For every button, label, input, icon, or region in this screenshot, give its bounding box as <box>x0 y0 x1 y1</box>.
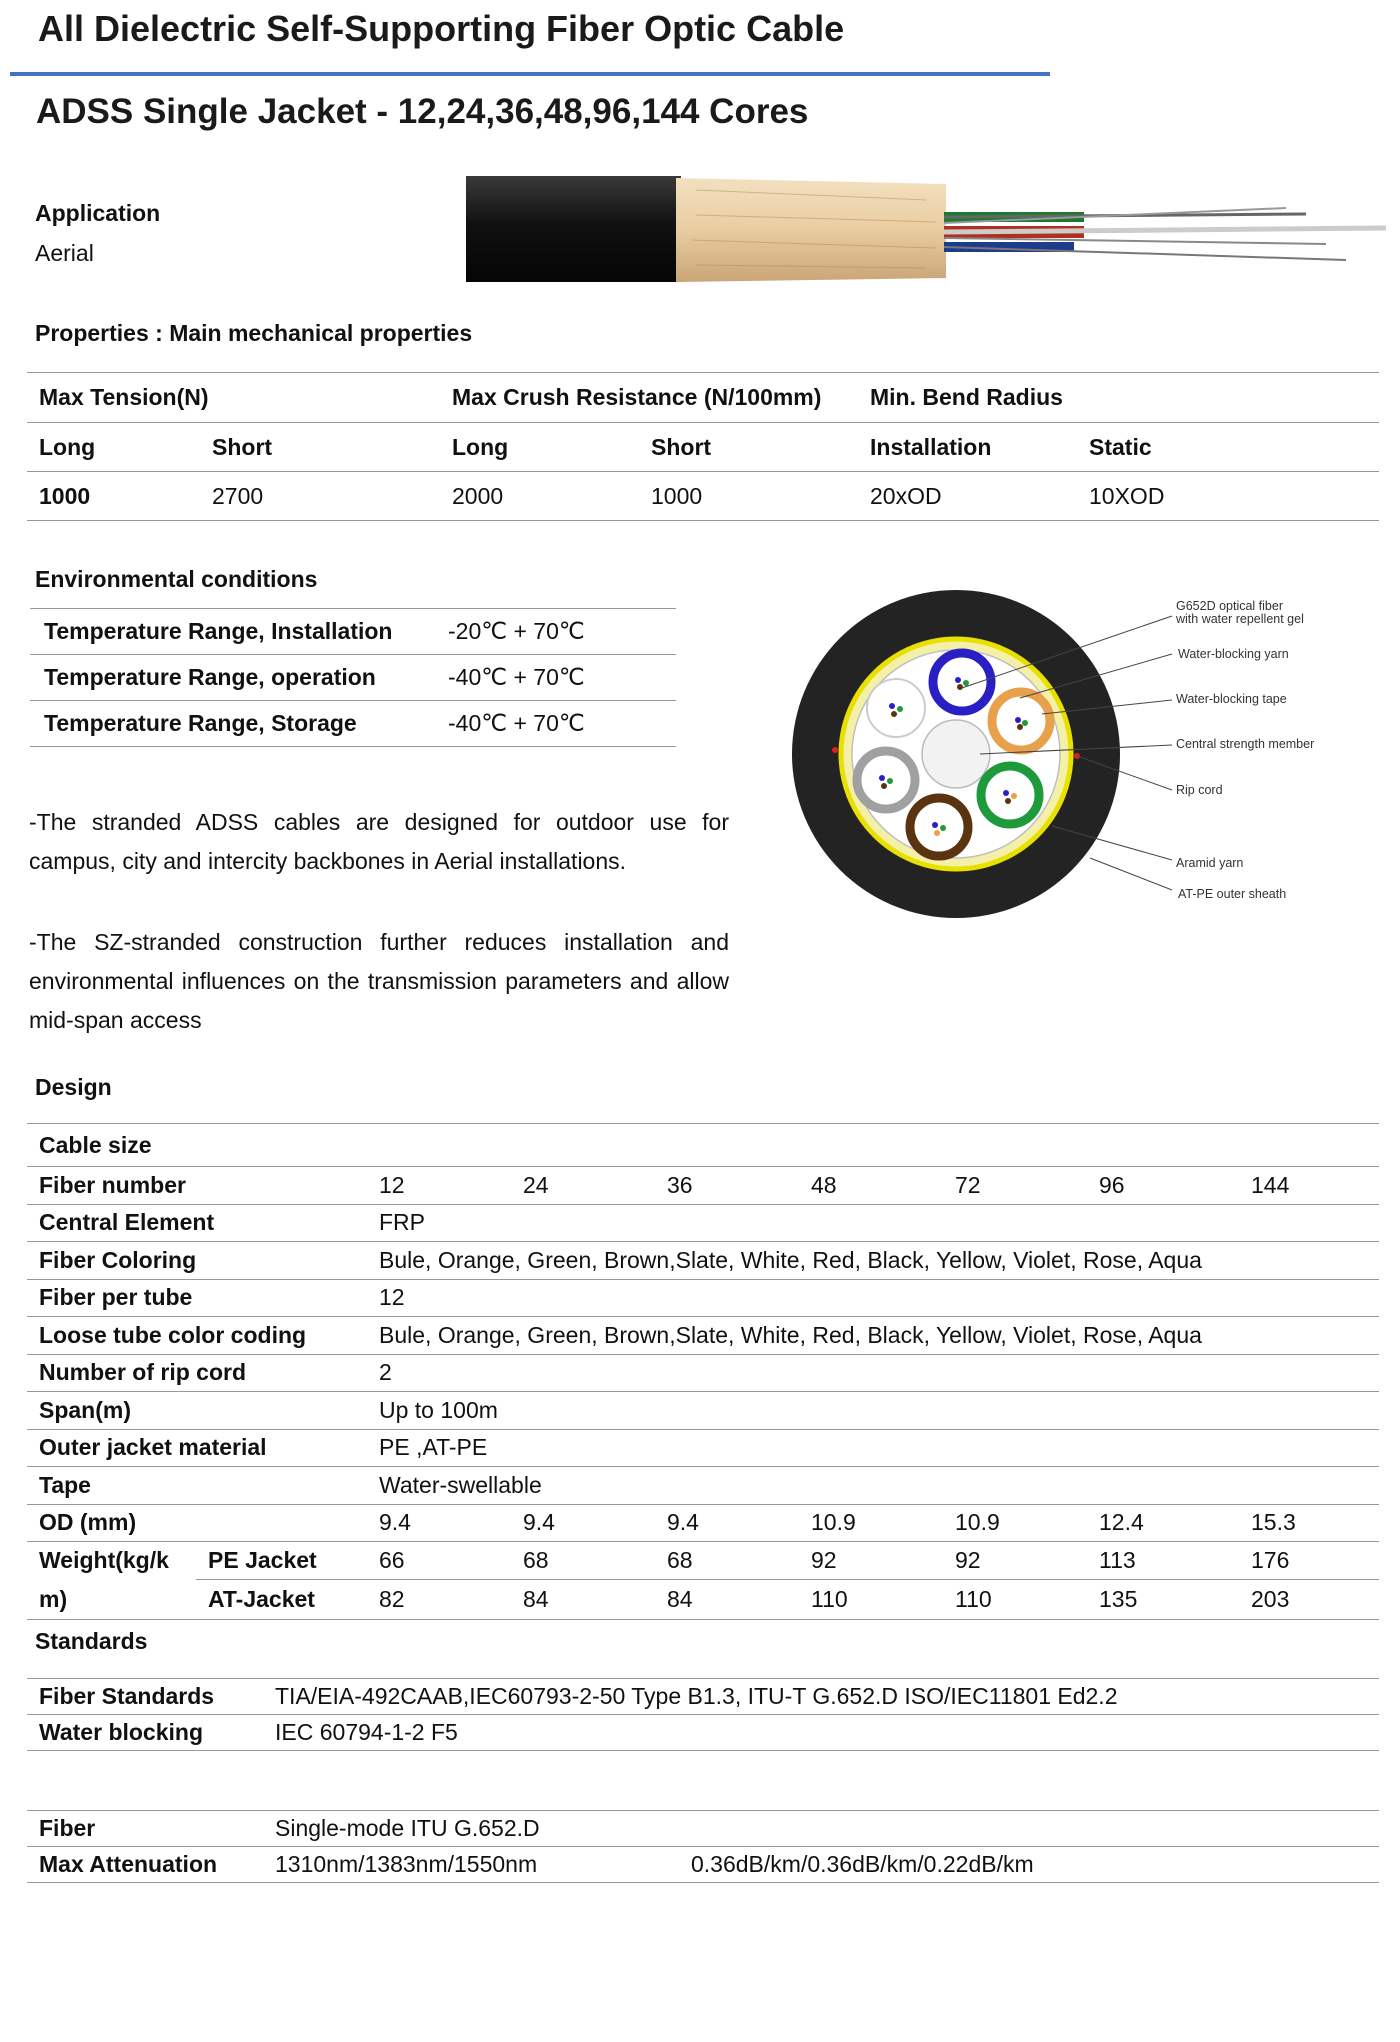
tape-label: Tape <box>39 1471 91 1498</box>
loose-tube-value: Bule, Orange, Green, Brown,Slate, White, Red, Black, Yellow, Violet, Rose, Aqua <box>379 1321 1202 1348</box>
diagram-label-aramid-yarn: Aramid yarn <box>1176 856 1244 870</box>
crush-long-value: 2000 <box>452 482 504 509</box>
tube-green <box>981 766 1039 824</box>
at-weight-value: 110 <box>955 1586 992 1612</box>
at-weight-value: 203 <box>1251 1586 1290 1612</box>
fiber-standards-label: Fiber Standards <box>39 1683 215 1709</box>
application-value: Aerial <box>35 240 94 266</box>
env-label: Temperature Range, Installation <box>44 618 393 644</box>
od-value: 10.9 <box>811 1509 856 1536</box>
attenuation-values: 0.36dB/km/0.36dB/km/0.22dB/km <box>691 1851 1034 1877</box>
env-value: -20℃ + 70℃ <box>448 618 585 644</box>
rip-cord-left <box>832 747 838 753</box>
fiber-per-tube-value: 12 <box>379 1284 405 1311</box>
od-value: 9.4 <box>379 1509 411 1536</box>
od-value: 10.9 <box>955 1509 1000 1536</box>
fiber-number-value: 96 <box>1099 1171 1125 1198</box>
water-blocking-label: Water blocking <box>39 1719 203 1745</box>
tube-brown <box>910 798 968 856</box>
mechanical-properties-table <box>27 372 1379 521</box>
subhead-short: Short <box>212 433 273 460</box>
diagram-label-water-blocking-yarn: Water-blocking yarn <box>1178 647 1289 661</box>
bend-static-value: 10XOD <box>1089 482 1165 509</box>
at-jacket-label: AT-Jacket <box>208 1586 315 1612</box>
fiber-type-label: Fiber <box>39 1815 96 1841</box>
fiber-number-label: Fiber number <box>39 1171 186 1198</box>
od-value: 9.4 <box>523 1509 555 1536</box>
central-element-value: FRP <box>379 1209 425 1236</box>
attenuation-wavelengths: 1310nm/1383nm/1550nm <box>275 1851 538 1877</box>
cable-size-label: Cable size <box>39 1131 152 1158</box>
tube-orange <box>992 692 1050 750</box>
rip-cord-label: Number of rip cord <box>39 1359 247 1386</box>
fiber-number-value: 12 <box>379 1171 405 1198</box>
weight-label-line1: Weight(kg/k <box>39 1547 169 1574</box>
max-tension-header: Max Tension(N) <box>39 384 209 410</box>
bend-installation-value: 20xOD <box>870 482 942 509</box>
application-heading: Application <box>35 200 161 226</box>
central-strength-member <box>922 720 990 788</box>
subhead-long: Long <box>39 433 96 460</box>
crush-short-value: 1000 <box>651 482 703 509</box>
pe-weight-value: 113 <box>1087 1542 1239 1580</box>
design-table <box>27 1123 1379 1620</box>
tube-white <box>867 679 925 737</box>
fiber-coloring-value: Bule, Orange, Green, Brown,Slate, White, Red, Black, Yellow, Violet, Rose, Aqua <box>379 1246 1202 1273</box>
cable-outer-jacket <box>466 176 681 282</box>
outer-jacket-value: PE ,AT-PE <box>379 1434 488 1461</box>
subhead-long: Long <box>452 433 509 460</box>
fiber-number-value: 72 <box>955 1171 981 1198</box>
od-value: 15.3 <box>1251 1509 1296 1536</box>
tension-long-value: 1000 <box>39 482 91 509</box>
span-value: Up to 100m <box>379 1396 498 1423</box>
fiber-number-value: 24 <box>523 1171 549 1198</box>
tube-slate <box>857 751 915 809</box>
fiber-standards-value: TIA/EIA-492CAAB,IEC60793-2-50 Type B1.3, ITU-T G.652.D ISO/IEC11801 Ed2.2 <box>275 1683 1118 1709</box>
subhead-short: Short <box>651 433 712 460</box>
document-title: All Dielectric Self-Supporting Fiber Optic Cable <box>38 8 845 49</box>
tape-value: Water-swellable <box>379 1471 542 1498</box>
fiber-coloring-label: Fiber Coloring <box>39 1246 197 1273</box>
span-label: Span(m) <box>39 1396 131 1423</box>
at-weight-value: 84 <box>667 1586 693 1612</box>
max-attenuation-label: Max Attenuation <box>39 1851 218 1877</box>
diagram-label-fiber: G652D optical fiber with water repellent gel <box>1176 599 1304 626</box>
env-label: Temperature Range, operation <box>44 664 376 690</box>
water-blocking-value: IEC 60794-1-2 F5 <box>275 1719 458 1745</box>
standards-table <box>27 1678 1379 1751</box>
environment-table <box>30 608 676 747</box>
min-bend-radius-header: Min. Bend Radius <box>870 384 1063 410</box>
document-subtitle: ADSS Single Jacket - 12,24,36,48,96,144 Cores <box>36 92 809 131</box>
env-value: -40℃ + 70℃ <box>448 710 585 736</box>
fiber-type-value: Single-mode ITU G.652.D <box>275 1815 540 1841</box>
tube-blue <box>933 653 991 711</box>
title-divider <box>10 72 1050 76</box>
fiber-per-tube-label: Fiber per tube <box>39 1284 193 1311</box>
central-element-label: Central Element <box>39 1209 215 1236</box>
pe-weight-value: 92 <box>943 1542 1087 1580</box>
at-weight-value: 82 <box>379 1586 405 1612</box>
fiber-number-value: 144 <box>1251 1171 1290 1198</box>
pe-weight-value: 66 <box>367 1542 511 1580</box>
env-value: -40℃ + 70℃ <box>448 664 585 690</box>
diagram-label-water-blocking-tape: Water-blocking tape <box>1176 692 1287 706</box>
subhead-static: Static <box>1089 433 1152 460</box>
od-value: 12.4 <box>1099 1509 1144 1536</box>
fiber-number-value: 36 <box>667 1171 693 1198</box>
weight-label-line2: m) <box>39 1585 68 1612</box>
design-heading: Design <box>35 1074 112 1100</box>
max-crush-header: Max Crush Resistance (N/100mm) <box>452 384 822 410</box>
loose-tube-label: Loose tube color coding <box>39 1321 307 1348</box>
description-paragraph: -The stranded ADSS cables are designed for outdoor use for campus, city and intercity backbones in Aerial installations. <box>29 809 729 874</box>
properties-heading: Properties : Main mechanical properties <box>35 320 473 346</box>
rip-cord-value: 2 <box>379 1359 392 1386</box>
diagram-label-central-strength-member: Central strength member <box>1176 737 1315 751</box>
env-label: Temperature Range, Storage <box>44 710 357 736</box>
subhead-installation: Installation <box>870 433 992 460</box>
pe-weight-value: 68 <box>511 1542 655 1580</box>
pe-jacket-label: PE Jacket <box>196 1542 367 1580</box>
pe-weight-value: 68 <box>655 1542 799 1580</box>
od-label: OD (mm) <box>39 1509 137 1536</box>
fiber-table <box>27 1810 1379 1883</box>
diagram-label-outer-sheath: AT-PE outer sheath <box>1178 887 1287 901</box>
od-value: 9.4 <box>667 1509 699 1536</box>
at-weight-value: 84 <box>523 1586 549 1612</box>
pe-weight-value: 176 <box>1239 1542 1379 1580</box>
tension-short-value: 2700 <box>212 482 264 509</box>
at-weight-value: 110 <box>811 1586 848 1612</box>
standards-heading: Standards <box>35 1628 148 1654</box>
at-weight-value: 135 <box>1099 1586 1138 1612</box>
outer-jacket-label: Outer jacket material <box>39 1434 267 1461</box>
environment-heading: Environmental conditions <box>35 566 318 592</box>
pe-weight-value: 92 <box>799 1542 943 1580</box>
cable-photo <box>466 170 1386 290</box>
diagram-label-rip-cord: Rip cord <box>1176 783 1223 797</box>
fiber-number-value: 48 <box>811 1171 837 1198</box>
cable-cross-section-diagram <box>790 590 1390 920</box>
description-paragraph: -The SZ-stranded construction further reduces installation and environmental influences on the transmission parameters and allow mid-span access <box>29 929 729 1033</box>
